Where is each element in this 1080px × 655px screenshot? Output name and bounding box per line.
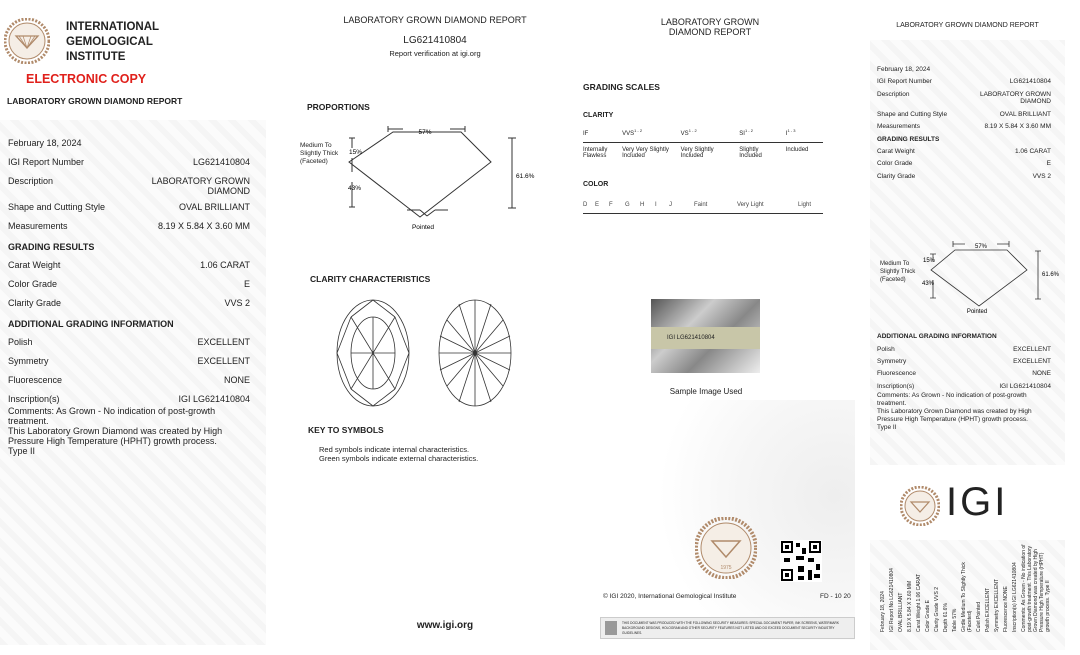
table-percent: 57% <box>418 129 432 136</box>
verification-text: Report verification at igi.org <box>389 49 481 58</box>
depth-percent: 61.6% <box>516 173 535 180</box>
report-number: LG621410804 <box>1009 78 1051 86</box>
lock-icon <box>605 621 617 635</box>
stub-line: Girdle Medium To Slightly Thick (Faceted) <box>961 562 973 632</box>
igi-brand-logo: IGI <box>946 480 1009 524</box>
electronic-copy-label: ELECTRONIC COPY <box>26 72 147 86</box>
depth-percent: 61.6% <box>1042 272 1060 278</box>
fluorescence-value: NONE <box>1032 370 1051 378</box>
report-date: February 18, 2024 <box>8 138 82 148</box>
stub-line: IGI Report No LG621410804 <box>889 568 895 632</box>
pavilion-percent: 43% <box>922 281 935 287</box>
label: Symmetry <box>8 356 49 366</box>
symmetry-value: EXCELLENT <box>1013 357 1051 365</box>
stub-line: 8.19 X 5.84 X 3.60 MM <box>907 580 913 632</box>
report-type-title: LABORATORY GROWN DIAMOND REPORT <box>7 96 183 106</box>
clarity-scale <box>583 128 823 159</box>
color-grade: F <box>609 202 613 208</box>
color-grade: H <box>640 202 645 208</box>
clarity-grade <box>583 128 622 137</box>
grading-scales-heading: GRADING SCALES <box>583 82 660 92</box>
label: Color Grade <box>877 160 913 168</box>
stub-line: Comments: As Grown - No indication of post-growth treatment. This Laboratory Grown Diamond was created by High Pressure High Temperature (HPHT) growth process. Type II <box>1021 544 1051 632</box>
clarity-grade <box>786 128 823 137</box>
label: Fluorescence <box>877 370 917 378</box>
grading-results-heading: GRADING RESULTS <box>877 135 940 143</box>
report-number-header: LG621410804 <box>403 35 467 46</box>
shape-value: OVAL BRILLIANT <box>178 202 250 212</box>
key-line: Red symbols indicate internal characteristics. <box>319 445 470 454</box>
clarity-value: VVS 2 <box>1032 172 1051 180</box>
color-grade: D <box>583 202 588 208</box>
proportions-diagram <box>295 120 535 235</box>
grade: VVS <box>622 131 635 137</box>
security-notice <box>600 617 855 639</box>
institute-name-line: INSTITUTE <box>66 51 126 63</box>
security-text: THIS DOCUMENT WAS PRODUCED WITH THE FOLLOWING SECURITY MEASURES: SPECIAL DOCUMENT PAPER, INK SCREENS, WATERMARK BACKGROUND DESIGNS, HOLOGRAM AND OTHER SECURITY FEATURES NOT LISTED AND DO EXCEED DOCUMENT SECURITY INDUSTRY GUIDELINES. <box>622 620 839 635</box>
label: Carat Weight <box>877 148 915 156</box>
grade-range: 1 - 3 <box>787 128 796 133</box>
key-line: Green symbols indicate external characteristics. <box>319 454 479 463</box>
inscription-value: IGI LG621410804 <box>178 394 250 404</box>
stub-line: Symmetry EXCELLENT <box>994 578 1000 632</box>
stub-line: Table 57% <box>952 608 958 632</box>
grade-range: 1 - 2 <box>688 128 697 133</box>
label: Clarity Grade <box>877 172 916 180</box>
grade-range: 1 - 2 <box>744 128 753 133</box>
girdle-label: Medium To Slightly Thick (Faceted) <box>880 261 916 283</box>
carat-value: 1.06 CARAT <box>200 260 250 270</box>
grade-range: 1 - 2 <box>634 128 643 133</box>
label: Description <box>8 176 54 186</box>
label: Description <box>877 90 910 98</box>
label: Measurements <box>877 123 920 131</box>
additional-summary <box>877 333 1051 432</box>
inscription-value: IGI LG621410804 <box>999 382 1051 390</box>
clarity-scale-heading: CLARITY <box>583 112 614 119</box>
carat-value: 1.06 CARAT <box>1014 148 1051 156</box>
center-title: LABORATORY GROWN DIAMOND REPORT <box>343 15 527 25</box>
label: IGI Report Number <box>877 78 932 86</box>
inscription-text: IGI LG621410804 <box>651 327 760 349</box>
stub-line: Polish EXCELLENT <box>985 587 991 632</box>
shape-value: OVAL BRILLIANT <box>999 110 1051 118</box>
copyright: © IGI 2020, International Gemological Institute <box>603 593 737 600</box>
symmetry-value: EXCELLENT <box>197 356 250 366</box>
institute-name-line: INTERNATIONAL <box>66 21 160 33</box>
additional-info-heading: ADDITIONAL GRADING INFORMATION <box>8 319 174 329</box>
grade: I <box>785 131 788 137</box>
color-scale <box>583 200 823 214</box>
table-percent: 57% <box>974 244 988 250</box>
clarity-description: Very Slightly Included <box>680 147 714 159</box>
clarity-grade <box>681 128 740 137</box>
label: IGI Report Number <box>8 157 85 167</box>
grading-results-heading: GRADING RESULTS <box>8 242 95 252</box>
igi-seal <box>695 517 757 579</box>
description-value: LABORATORY GROWN DIAMOND <box>979 90 1051 105</box>
label: Fluorescence <box>8 375 63 385</box>
grade: IF <box>583 131 589 137</box>
igi-seal-logo <box>4 18 50 64</box>
measurements-value: 8.19 X 5.84 X 3.60 MM <box>157 221 250 231</box>
label: Polish <box>8 337 33 347</box>
seal-year: 1975 <box>720 565 732 571</box>
stub-line: Carat Weight 1.06 CARAT <box>916 573 922 632</box>
sample-inscription-image <box>651 299 760 373</box>
clarity-description: Internally Flawless <box>583 147 608 159</box>
stub-line: Depth 61.6% <box>943 603 949 632</box>
fluorescence-value: NONE <box>223 375 250 385</box>
label: Inscription(s) <box>8 394 60 404</box>
proportions-heading: PROPORTIONS <box>307 102 370 112</box>
institute-name-line: GEMOLOGICAL <box>66 36 153 48</box>
report-number: LG621410804 <box>192 157 250 167</box>
clarity-value: VVS 2 <box>224 298 250 308</box>
pavilion-percent: 43% <box>348 185 362 192</box>
stub-line: Fluorescence NONE <box>1003 586 1009 632</box>
color-grade: Very Light <box>737 202 764 208</box>
key-to-symbols-heading: KEY TO SYMBOLS <box>308 425 384 435</box>
crown-percent: 15% <box>349 149 363 156</box>
clarity-plot-diagram <box>335 298 515 410</box>
color-value: E <box>243 279 250 289</box>
stub-line: Culet Pointed <box>976 601 982 632</box>
sample-caption: Sample Image Used <box>669 387 743 396</box>
comments: Comments: As Grown - No indication of post-growth treatment. This Laboratory Grown Diamond was created by High Pressure High Temperature (HPHT) growth process. Type II <box>8 406 223 456</box>
stub-line: Color Grade E <box>925 600 931 632</box>
stub-line: Inscription(s) IGI LG621410804 <box>1012 562 1018 632</box>
proportions-diagram-small <box>905 238 1065 318</box>
clarity-description: Included <box>785 147 809 153</box>
description-value: LABORATORY GROWN DIAMOND <box>151 176 250 196</box>
report-date: February 18, 2024 <box>877 66 931 73</box>
grade: SI <box>739 131 745 137</box>
stub-line: OVAL BRILLIANT <box>898 592 904 632</box>
color-value: E <box>1046 160 1051 168</box>
igi-seal-logo <box>900 486 940 526</box>
clarity-grade <box>622 128 681 137</box>
col3-title-line: DIAMOND REPORT <box>668 27 752 37</box>
stub-line: February 18, 2024 <box>880 591 886 632</box>
report-details <box>8 138 250 456</box>
label: Polish <box>877 345 895 353</box>
qr-code[interactable] <box>780 540 822 582</box>
rotated-stub <box>880 542 1051 632</box>
color-grade: G <box>625 202 630 208</box>
stub-line: Clarity Grade VVS 2 <box>934 586 940 632</box>
polish-value: EXCELLENT <box>1013 345 1051 353</box>
form-number: FD - 10 20 <box>820 593 851 600</box>
label: Shape and Cutting Style <box>8 202 106 212</box>
comments: Comments: As Grown - No indication of post-growth treatment. This Laboratory Grown Diamond was created by High Pressure High Temperature (HPHT) growth process. Type II <box>877 391 1032 431</box>
label: Symmetry <box>877 357 907 365</box>
grade: VS <box>680 131 689 137</box>
label: Shape and Cutting Style <box>877 110 948 118</box>
color-grade: J <box>669 202 672 208</box>
col4-title: LABORATORY GROWN DIAMOND REPORT <box>896 22 1039 29</box>
polish-value: EXCELLENT <box>197 337 250 347</box>
col3-title-line: LABORATORY GROWN <box>660 17 760 27</box>
clarity-description: Very Very Slightly Included <box>622 147 669 159</box>
clarity-grade <box>739 128 786 137</box>
label: Carat Weight <box>8 260 61 270</box>
measurements-value: 8.19 X 5.84 X 3.60 MM <box>984 123 1051 131</box>
website-link[interactable]: www.igi.org <box>416 620 474 631</box>
label: Color Grade <box>8 279 58 289</box>
report-summary <box>877 66 1051 185</box>
color-grade: E <box>595 202 600 208</box>
label: Clarity Grade <box>8 298 62 308</box>
girdle-label: Medium To Slightly Thick (Faceted) <box>300 142 339 165</box>
color-grade: Light <box>798 202 812 208</box>
label: Inscription(s) <box>877 382 915 390</box>
color-scale-heading: COLOR <box>583 181 609 188</box>
clarity-characteristics-heading: CLARITY CHARACTERISTICS <box>310 274 431 284</box>
clarity-description: Slightly Included <box>739 147 762 159</box>
culet-label: Pointed <box>411 224 435 231</box>
culet-label: Pointed <box>966 309 988 315</box>
label: Measurements <box>8 221 68 231</box>
color-grade: I <box>655 202 657 208</box>
color-grade: Faint <box>694 202 708 208</box>
crown-percent: 15% <box>923 258 936 264</box>
additional-info-heading: ADDITIONAL GRADING INFORMATION <box>877 333 997 340</box>
